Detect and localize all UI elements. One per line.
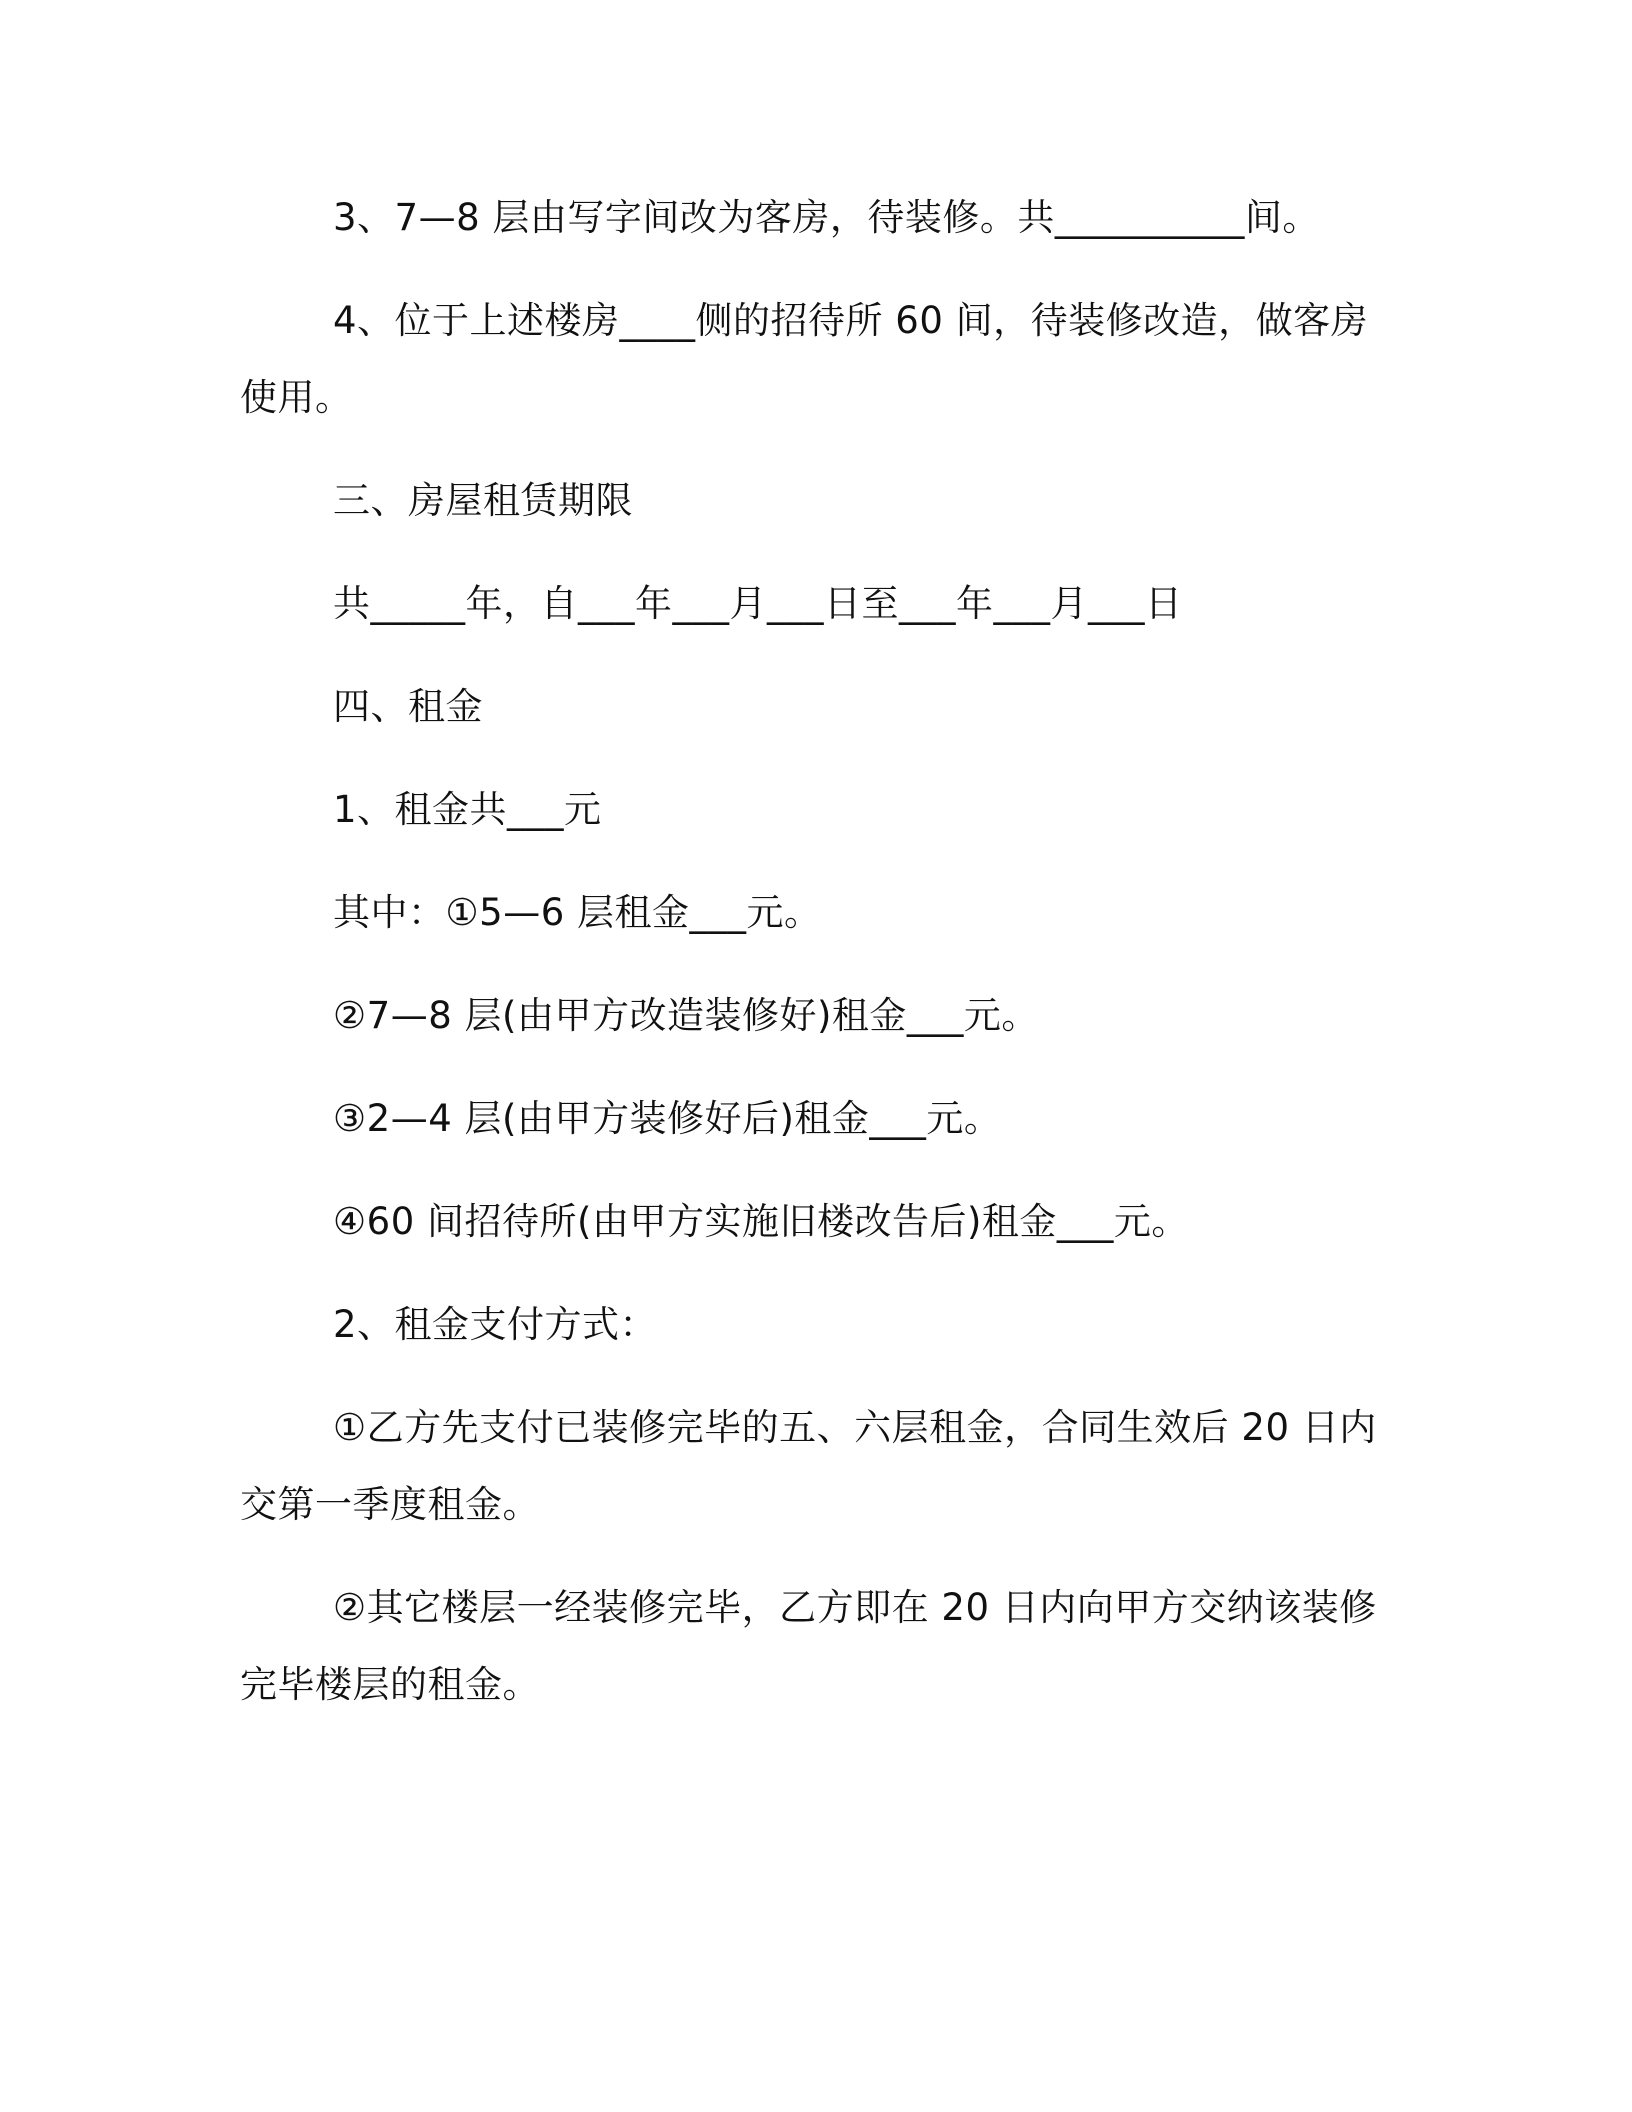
rent-item-3: ③2—4 层(由甲方装修好后)租金___元。: [333, 1097, 1002, 1140]
rent-item-2: ②7—8 层(由甲方改造装修好)租金___元。: [333, 994, 1039, 1037]
payment-item-1-line2: 交第一季度租金。: [240, 1483, 540, 1526]
section-3-heading: 三、房屋租赁期限: [333, 479, 633, 522]
section-4-heading: 四、租金: [333, 685, 483, 728]
clause-3-floors-7-8: 3、7—8 层由写字间改为客房，待装修。共__________间。: [333, 196, 1320, 239]
payment-method-heading: 2、租金支付方式：: [333, 1303, 658, 1346]
clause-4-guesthouse-line1: 4、位于上述楼房____侧的招待所 60 间，待装修改造，做客房: [333, 299, 1369, 342]
rent-item-1: 其中：①5—6 层租金___元。: [333, 891, 822, 934]
payment-item-1-line1: ①乙方先支付已装修完毕的五、六层租金，合同生效后 20 日内: [333, 1406, 1377, 1449]
payment-item-2-line1: ②其它楼层一经装修完毕，乙方即在 20 日内向甲方交纳该装修: [333, 1586, 1377, 1629]
clause-4-guesthouse-line2: 使用。: [240, 376, 353, 419]
payment-item-2-line2: 完毕楼层的租金。: [240, 1663, 540, 1706]
rent-item-4: ④60 间招待所(由甲方实施旧楼改告后)租金___元。: [333, 1200, 1189, 1243]
rent-total-line: 1、租金共___元: [333, 788, 602, 831]
lease-term-line: 共_____年，自___年___月___日至___年___月___日: [333, 582, 1183, 625]
